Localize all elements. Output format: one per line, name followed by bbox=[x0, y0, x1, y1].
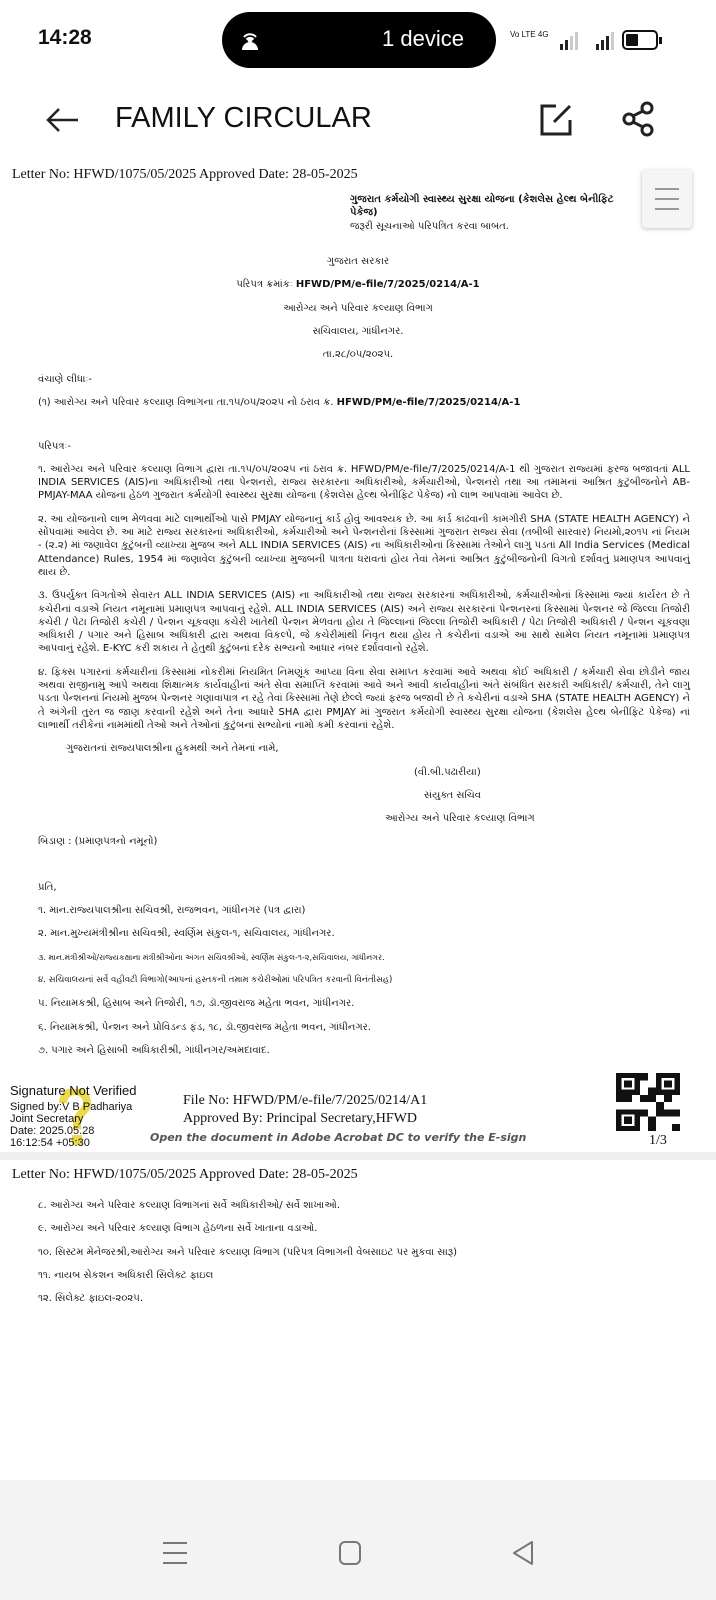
battery-icon bbox=[622, 30, 658, 50]
esign-date: Date: 2025.05.28 bbox=[10, 1125, 95, 1137]
recipient-item: ૮. આરોગ્ય અને પરિવાર કલ્યાણ વિભાગનાં સર્વે અધિકારીઓ/ સર્વે શાખાઓ. bbox=[38, 1200, 341, 1211]
page-indicator: 1/3 bbox=[649, 1133, 667, 1148]
letter-header: Letter No: HFWD/1075/05/2025 Approved Date: 28-05-2025 bbox=[12, 167, 358, 182]
approved-by: Approved By: Principal Secretary,HFWD bbox=[183, 1111, 417, 1126]
signatory-name: (વી.બી.પઢારીયા) bbox=[414, 766, 481, 778]
signatory-title: સંયુક્ત સચિવ bbox=[424, 789, 481, 801]
circular-label: પરિપત્રઃ- bbox=[38, 440, 72, 452]
recipient-item: ૨. માન.મુખ્યમંત્રીશ્રીના સચિવશ્રી, સ્વર્ણિમ સંકુલ-૧, સચિવાલય, ગાંધીનગર. bbox=[38, 928, 335, 940]
circular-number-value: HFWD/PM/e-file/7/2025/0214/A-1 bbox=[295, 279, 480, 290]
app-bar bbox=[0, 90, 716, 150]
signatory-department: આરોગ્ય અને પરિવાર કલ્યાણ વિભાગ bbox=[385, 813, 535, 825]
page-separator bbox=[0, 1152, 716, 1160]
qr-code bbox=[616, 1073, 680, 1131]
esign-role: Joint Secretary bbox=[10, 1113, 84, 1125]
edit-icon[interactable] bbox=[538, 102, 574, 138]
government-name: ગુજરાત સરકાર bbox=[326, 256, 390, 267]
place: સચિવાલય, ગાંધીનગર. bbox=[312, 326, 404, 337]
recipient-item: ૪. સચિવાલયનાં સર્વે વહીવટી વિભાગો(આપનાં હસ્તકની તમામ કચેરીઓમાં પરિપત્રિત કરવાની વિનંતીસહ) bbox=[38, 974, 393, 985]
subject-block bbox=[350, 193, 635, 233]
network-indicator: Vo LTE 4G bbox=[510, 30, 549, 39]
paragraph: ૧. આરોગ્ય અને પરિવાર કલ્યાણ વિભાગ દ્વારા તા.૧૫/૦૫/૨૦૨૫ નાં ઠરાવ ક્ર. HFWD/PM/e-file/7/2025/0214/A-1 થી ગુજરાત રાજ્યમાં ફરજ બજાવતાં ALL INDIA SERVICES (AIS)ના અધિકારીઓ તથા પેન્શનરો, રાજ્ય સરકારના અધિકારીઓ, કર્મચારીઓ, પેન્શનરો તથા આ તમામનાં આશ્રિત કુટુંબીજનોને AB-PMJAY-MAA યોજના હેઠળ ગુજરાત કર્મયોગી સ્વાસ્થ્ય સુરક્ષા યોજના (કેશલેસ હેલ્થ બેનીફિટ પેકેજ) નો લાભ આપવામાં આવેલ છે. bbox=[38, 463, 690, 502]
clock: 14:28 bbox=[38, 26, 92, 49]
read-item-ref: HFWD/PM/e-file/7/2025/0214/A-1 bbox=[336, 397, 521, 409]
closing: ગુજરાતનાં રાજ્યપાલશ્રીના હુકમથી અને તેમનાં નામે, bbox=[66, 743, 279, 755]
recipient-item: ૧૨. સિલેક્ટ ફાઇલ-૨૦૨૫. bbox=[38, 1293, 144, 1305]
recipient-item: ૩. માન.મંત્રીશ્રીઓ/રાજ્યકક્ષાના મંત્રીશ્રીઓના અંગત સચિવશ્રીઓ, સ્વર્ણિમ સંકુલ-૧-૨,સચિવાલય, ગાંધીનગર. bbox=[38, 952, 385, 962]
share-icon[interactable] bbox=[620, 100, 656, 138]
recipient-item: ૫. નિયામકશ્રી, હિસાબ અને તિજોરી, ૧૭, ડૉ.જીવરાજ મહેતા ભવન, ગાંધીનગર. bbox=[38, 998, 355, 1010]
file-number: File No: HFWD/PM/e-file/7/2025/0214/A1 bbox=[183, 1093, 428, 1108]
arrow-left-icon[interactable] bbox=[44, 106, 80, 134]
read-item bbox=[38, 396, 690, 409]
recipient-item: ૧૦. સિસ્ટમ મેનેજરશ્રી,આરોગ્ય અને પરિવાર કલ્યાણ વિભાગ (પરિપત્ર વિભાગની વેબસાઇટ પર મુકવા સારૂ) bbox=[38, 1246, 458, 1258]
recents-icon[interactable] bbox=[162, 1540, 188, 1566]
hotspot-icon bbox=[238, 28, 262, 52]
back-icon[interactable] bbox=[512, 1540, 534, 1566]
subject-line: જરૂરી સૂચનાઓ પરિપત્રિત કરવા બાબત. bbox=[350, 220, 509, 232]
page-title: FAMILY CIRCULAR bbox=[115, 102, 372, 134]
signal-icon bbox=[560, 30, 614, 50]
recipient-item: ૬. નિયામકશ્રી, પેન્શન અને પ્રોવિડન્ડ ફંડ, ૧૮, ડૉ.જીવરાજ મહેતા ભવન, ગાંધીનગર. bbox=[38, 1021, 371, 1033]
recipient-item: ૧. માન.રાજ્યપાલશ્રીના સચિવશ્રી, રાજભવન, ગાંધીનગર (પત્ર દ્વારા) bbox=[38, 905, 306, 917]
circular-body bbox=[38, 373, 690, 1067]
circular-number bbox=[0, 279, 716, 290]
recipient-item: ૭. પગાર અને હિસાબી અધિકારીશ્રી, ગાંધીનગર/અમદાવાદ. bbox=[38, 1044, 270, 1056]
status-bar bbox=[0, 0, 716, 80]
recipient-item: ૧૧. નાયબ સેકશન અધિકારી સિલેક્ટ ફાઇલ bbox=[38, 1269, 214, 1281]
esign-signer: Signed by:V B Padhariya bbox=[10, 1101, 133, 1113]
subject-line: ગુજરાત કર્મયોગી સ્વાસ્થ્ય સુરક્ષા યોજના (કેશલેસ હેલ્થ બેનીફિટ પેકેજ) bbox=[350, 194, 614, 219]
home-icon[interactable] bbox=[338, 1540, 362, 1566]
verify-note: Open the document in Adobe Acrobat DC to verify the E-sign bbox=[150, 1131, 527, 1144]
paragraph: ૩. ઉપર્યુક્ત વિગતોએ સેવારત ALL INDIA SERVICES (AIS) ના અધિકારીઓ તથા રાજ્ય સરકારનાં અધિકારીઓ, કર્મચારીઓનાં કિસ્સામાં જ્યાં કાર્યરત છે તે કચેરીનાં વડાએ નિયત નમૂનામાં પ્રમાણપત્ર આપવાનું રહેશે. ALL INDIA SERVICES (AIS) અને રાજ્ય સરકારનાં પેન્શનરનાં કિસ્સામાં પેન્શનર જે જિલ્લા તિજોરી કચેરી / પેટા તિજોરી કચેરી / પેન્શન ચૂકવણા કચેરી ખાતેથી પેન્શન મેળવતા હોય તે જિલ્લાનાં જિલ્લા તિજોરી અધિકારી / પેટા તિજોરી અધિકારી / પેન્શન ચૂકવણા અધિકારી / પગાર અને હિસાબ અધિકારી દ્વારા અથવા વિકલ્પે, જે કચેરીમાંથી નિવૃત થયા હોય તે કચેરીનાં વડાએ આ સાથે સામેલ નિયત નમૂનામાં પ્રમાણપત્ર આપવાનું રહેશે. E-KYC કરી શકાય તે હેતુથી કુટુંબનાં દરેક સભ્યનો આધાર નંબર દર્શાવવાનો રહેશે. bbox=[38, 590, 690, 655]
circular-number-label: પરિપત્ર ક્રમાંકઃ bbox=[236, 279, 293, 290]
recipient-item: ૯. આરોગ્ય અને પરિવાર કલ્યાણ વિભાગ હેઠળના સર્વે ખાતાના વડાઓ. bbox=[38, 1223, 318, 1235]
navigation-bar bbox=[0, 1480, 716, 1600]
esign-time: 16:12:54 +05:30 bbox=[10, 1137, 90, 1149]
read-label: વંચાણે લીધાઃ- bbox=[38, 374, 92, 385]
department: આરોગ્ય અને પરિવાર કલ્યાણ વિભાગ bbox=[283, 303, 433, 314]
to-label: પ્રતિ, bbox=[38, 881, 57, 893]
esign-block[interactable] bbox=[10, 1085, 145, 1149]
esign-status: Signature Not Verified bbox=[10, 1083, 137, 1098]
read-item-text: (૧) આરોગ્ય અને પરિવાર કલ્યાણ વિભાગના તા.૧૫/૦૫/૨૦૨૫ નો ઠરાવ ક્ર. bbox=[38, 397, 334, 409]
menu-button[interactable] bbox=[642, 170, 692, 228]
letter-header: Letter No: HFWD/1075/05/2025 Approved Date: 28-05-2025 bbox=[12, 1167, 358, 1182]
paragraph: ૪. ફિક્સ પગારનાં કર્મચારીનાં કિસ્સામાં નોકરીમાં નિયમિત નિમણૂંક આપ્યા વિના સેવા સમાપ્ત કરવામાં આવે અથવા કોઈ અધિકારી / કર્મચારી સેવા છોડીને જાય અથવા રાજીનામુ આપે અથવા શિક્ષાત્મક કાર્યવાહીનાં અંતે સેવા સમાપ્તિ કરવામાં આવે અને આવી કાર્યવાહીનાં અંતે સંબંધિત સરકારી અધિકારી/ કર્મચારી, તેને લાગુ પડતા પેન્શનનાં નિયમો મુજબ પેન્શનર ગણાવાપાત્ર ન રહે તેવાં કિસ્સામાં તેણે છેલ્લે જ્યાં ફરજ બજાવી છે તે કચેરીનાં વડાએ SHA (STATE HEALTH AGENCY) ને તે અંગેની તુરત જ જાણ કરવાની રહેશે અને તેના આધારે SHA દ્વારા PMJAY માં ગુજરાત કર્મયોગી સ્વાસ્થ્ય સુરક્ષા યોજના (કેશલેસ હેલ્થ બેનીફિટ પેકેજ) નાં લાભાર્થી તરીકેનાં નામમાંથી તેઓ અને તેઓનાં કુટુંબનાં સભ્યોનાં નામો કમી કરવાનાં રહેશે. bbox=[38, 666, 690, 731]
circular-date: તા.૨૮/૦૫/૨૦૨૫. bbox=[322, 349, 394, 360]
enclosure: બિડાણ : (પ્રમાણપત્રનો નમૂનો) bbox=[38, 836, 158, 848]
recipients-continued bbox=[38, 1199, 457, 1315]
paragraph: ૨. આ યોજનાનો લાભ મેળવવા માટે લાભાર્થીઓ પાસે PMJAY યોજનાનું કાર્ડ હોવું આવશ્યક છે. આ કાર્ડ કાઢવાની કામગીરી SHA (STATE HEALTH AGENCY) ને સોંપવામાં આવેલ છે. આ માટે રાજ્ય સરકારનાં અધિકારીઓ, કર્મચારીઓ અને પેન્શનરોનાં કિસ્સામાં ગુજરાત રાજ્ય સેવા (તબીબી સારવાર) નિયમો,૨૦૧૫ નાં નિયમ - (૨.૨) માં જણાવેલ કુટુંબની વ્યાખ્યા મુજબ અને ALL INDIA SERVICES (AIS) ના અધિકારીઓનાં કિસ્સામાં તેઓને લાગુ પડતાં All India Services (Medical Attendance) Rules, 1954 માં જણાવેલ કુટુંબની વ્યાખ્યા મુજબની પાત્રતા ધરાવતાં હોય તેવાં તેમનાં આશ્રિત કુટુંબીજનોની વિગતો દર્શાવતું પ્રમાણપત્ર આપવાનું થાય છે. bbox=[38, 513, 690, 578]
hotspot-pill[interactable] bbox=[222, 12, 496, 68]
hotspot-label: 1 device bbox=[382, 26, 464, 51]
